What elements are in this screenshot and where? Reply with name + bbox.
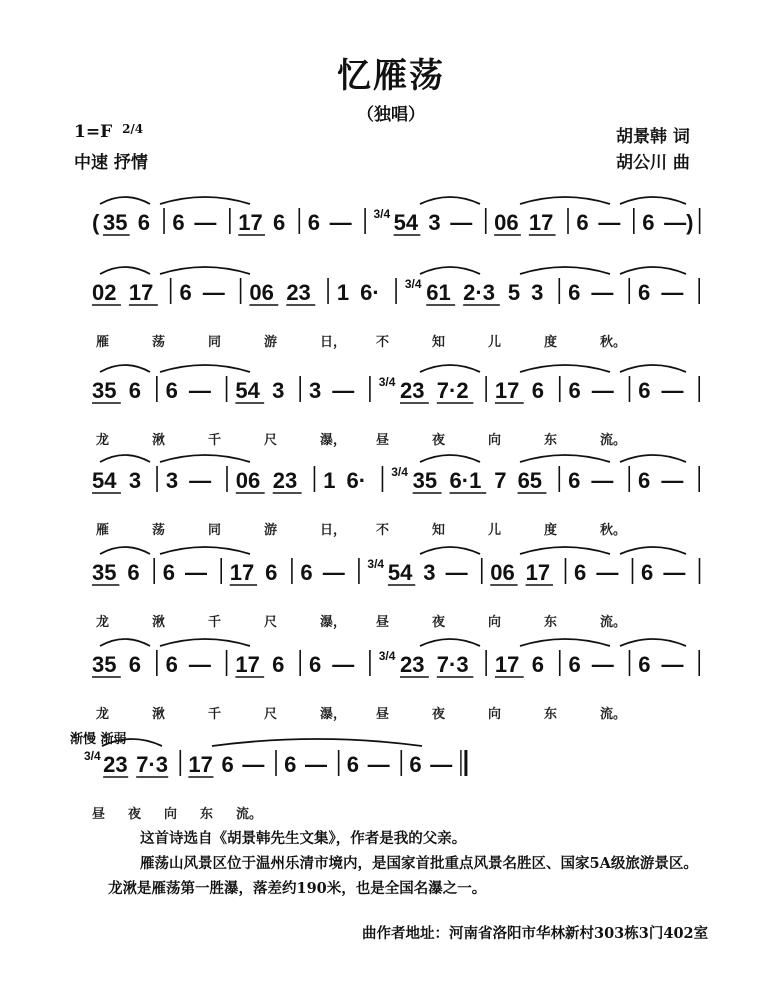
lyric-syllable: 荡: [152, 335, 166, 350]
note: 17: [238, 210, 263, 235]
lyric-syllable: 瀑，: [320, 707, 347, 722]
note: 6: [128, 652, 142, 677]
note: 7·2: [436, 378, 469, 403]
note: 3: [428, 210, 441, 235]
note: 6: [308, 652, 322, 677]
lyric-syllable: 荡: [152, 523, 166, 538]
note: 3: [128, 468, 142, 493]
note: 17: [525, 560, 551, 585]
dash-extension: —: [189, 468, 212, 493]
note: 5: [507, 280, 521, 305]
explanatory-notes: [108, 826, 750, 901]
note: 1: [336, 280, 350, 305]
note: 06: [235, 468, 261, 493]
note: 17: [528, 210, 554, 235]
slur-arc: [520, 639, 610, 646]
lyric-syllable: 不: [376, 335, 390, 350]
dash-extension: —: [661, 378, 684, 403]
note: 6: [638, 468, 651, 493]
dash-extension: —: [188, 652, 211, 677]
slur-arc: [420, 197, 480, 204]
note: 06: [490, 560, 515, 585]
lyric-syllable: 东: [200, 807, 214, 822]
note: 02: [92, 280, 117, 305]
dash-extension: —: [661, 652, 684, 677]
note: 6: [272, 210, 286, 235]
note: 61: [426, 280, 451, 305]
composer-address: 曲作者地址：河南省洛阳市华林新村303栋3门402室: [362, 925, 709, 942]
composer-credit: 胡公川 曲: [616, 153, 690, 173]
dash-extension: —: [445, 560, 468, 585]
note: 6: [576, 210, 589, 235]
lyric-syllable: 儿: [488, 335, 502, 350]
slur-arc: [620, 365, 686, 372]
slur-arc: [160, 197, 250, 204]
lyric-syllable: 流。: [600, 615, 627, 630]
dash-extension: —: [596, 560, 619, 585]
meter-change: 3/4: [84, 749, 101, 763]
lyric-syllable: 东: [544, 707, 558, 722]
note: 54: [387, 560, 413, 585]
lyric-syllable: 东: [544, 615, 558, 630]
note: 3: [423, 560, 436, 585]
lyric-syllable: 知: [432, 335, 446, 350]
note: 6: [165, 652, 178, 677]
lyric-syllable: 儿: [488, 523, 502, 538]
note: 6·1: [449, 468, 482, 493]
dash-extension: —: [202, 280, 225, 305]
note: 17: [188, 752, 213, 777]
lyric-syllable: 龙: [96, 707, 110, 722]
note: 3: [308, 378, 322, 403]
lyric-syllable: 千: [208, 615, 222, 630]
note: 6: [568, 652, 581, 677]
lyric-syllable: 雁: [96, 335, 110, 350]
note: 7·3: [136, 752, 168, 777]
note: 35: [92, 652, 117, 677]
meter-change: 3/4: [367, 557, 385, 571]
slur-arc: [102, 739, 162, 746]
slur-arc: [100, 365, 150, 372]
lyric-syllable: 千: [208, 433, 222, 448]
lyric-syllable: 雁: [96, 523, 110, 538]
dash-extension: —: [332, 378, 355, 403]
note: 6: [272, 652, 285, 677]
note: 1: [323, 468, 336, 493]
final-tempo-marking: 渐慢 渐弱: [70, 732, 127, 747]
note: 17: [229, 560, 255, 585]
lyric-syllable: 同: [208, 523, 222, 538]
lyric-syllable: 昼: [376, 433, 390, 448]
note: 6: [409, 752, 422, 777]
note: 6: [137, 210, 150, 235]
lyric-syllable: 日，: [320, 523, 347, 538]
lyric-syllable: 尺: [264, 433, 278, 448]
note: 6: [638, 378, 651, 403]
lyric-syllable: 度: [544, 523, 558, 538]
lyric-syllable: 湫: [152, 433, 166, 448]
slur-arc: [520, 197, 610, 204]
note: 54: [92, 468, 117, 493]
note: 6: [300, 560, 313, 585]
meter-change: 3/4: [404, 277, 422, 291]
note: 6: [568, 468, 581, 493]
lyric-syllable: 昼: [376, 615, 390, 630]
meter-change: 3/4: [378, 375, 396, 389]
note: 17: [128, 280, 154, 305]
lyric-syllable: 度: [544, 335, 558, 350]
note: 17: [494, 378, 520, 403]
dash-extension: —): [664, 210, 694, 235]
lyric-syllable: 流。: [236, 807, 263, 822]
note: 06: [494, 210, 519, 235]
lyric-syllable: 湫: [152, 615, 166, 630]
meter-change: 3/4: [373, 207, 391, 221]
note: 3: [531, 280, 544, 305]
slur-arc: [520, 455, 610, 462]
note: 6: [265, 560, 278, 585]
note: 3: [165, 468, 179, 493]
slur-arc: [520, 547, 610, 554]
slur-arc: [100, 639, 150, 646]
slur-arc: [160, 267, 250, 274]
slur-arc: [212, 739, 422, 746]
lyric-syllable: 秋。: [600, 523, 627, 538]
note: 23: [272, 468, 298, 493]
lyric-syllable: 夜: [128, 807, 142, 822]
slur-arc: [100, 267, 150, 274]
note: 6: [221, 752, 234, 777]
dash-extension: —: [322, 560, 345, 585]
note: 7: [494, 468, 507, 493]
slur-arc: [620, 267, 686, 274]
note: 6: [642, 210, 655, 235]
note: 35: [92, 378, 117, 403]
note: 35: [102, 210, 128, 235]
dash-extension: —: [591, 378, 614, 403]
note: 6: [179, 280, 192, 305]
lyric-syllable: 瀑，: [320, 615, 347, 630]
dash-extension: —: [185, 560, 208, 585]
song-title: 忆雁荡: [337, 56, 445, 96]
slur-arc: [100, 547, 150, 554]
dash-extension: —: [663, 560, 686, 585]
note: 6: [568, 378, 581, 403]
note-line: 这首诗选自《胡景韩先生文集》，作者是我的父亲。: [140, 830, 467, 847]
lyric-syllable: 日，: [320, 335, 347, 350]
note: 23: [400, 378, 425, 403]
time-signature: 2/4: [122, 122, 144, 136]
note: 7·3: [436, 652, 469, 677]
lyric-syllable: 尺: [264, 707, 278, 722]
dash-extension: —: [367, 752, 390, 777]
lyric-syllable: 向: [164, 807, 178, 822]
note: 6: [574, 560, 587, 585]
note: 6: [162, 560, 175, 585]
note: 17: [494, 652, 520, 677]
lyric-syllable: 尺: [264, 615, 278, 630]
slur-arc: [100, 455, 150, 462]
dash-extension: —: [661, 280, 684, 305]
note: 6: [127, 560, 140, 585]
lyric-syllable: 向: [488, 707, 502, 722]
lyric-syllable: 昼: [92, 807, 106, 822]
lyric-syllable: 流。: [600, 433, 627, 448]
note: 17: [235, 652, 260, 677]
dash-extension: —: [242, 752, 265, 777]
lyric-syllable: 千: [208, 707, 222, 722]
note: 35: [412, 468, 438, 493]
dash-extension: —: [329, 210, 352, 235]
note-line: 雁荡山风景区位于温州乐清市境内，是国家首批重点风景名胜区、国家5A级旅游景区。: [140, 855, 698, 872]
dash-extension: —: [304, 752, 327, 777]
slur-arc: [420, 547, 480, 554]
slur-arc: [620, 547, 686, 554]
lyric-syllable: 游: [264, 335, 278, 350]
dash-extension: —: [332, 652, 355, 677]
song-subtitle: （独唱）: [357, 105, 425, 125]
dash-extension: —: [598, 210, 621, 235]
slur-arc: [160, 547, 250, 554]
lyric-syllable: 昼: [376, 707, 390, 722]
lyric-syllable: 夜: [432, 433, 446, 448]
lyric-syllable: 游: [264, 523, 278, 538]
slur-arc: [160, 365, 250, 372]
slur-arc: [160, 455, 250, 462]
dash-extension: —: [591, 652, 614, 677]
slur-arc: [420, 365, 480, 372]
slur-arc: [620, 455, 686, 462]
lyric-syllable: 秋。: [600, 335, 627, 350]
note: 6: [284, 752, 297, 777]
slur-arc: [160, 639, 250, 646]
slur-arc: [100, 197, 150, 204]
note: 6: [568, 280, 581, 305]
lyric-syllable: 龙: [96, 433, 110, 448]
lyric-syllable: 向: [488, 433, 502, 448]
meter-change: 3/4: [378, 649, 396, 663]
note: 54: [393, 210, 419, 235]
note: 35: [92, 560, 117, 585]
dash-extension: —: [194, 210, 217, 235]
dash-extension: —: [430, 752, 453, 777]
meter-change: 3/4: [391, 465, 408, 479]
note: 6: [172, 210, 185, 235]
note: 6·: [360, 280, 380, 305]
slur-arc: [420, 455, 480, 462]
lyric-syllable: 知: [432, 523, 446, 538]
lyric-syllable: 不: [376, 523, 390, 538]
dash-extension: —: [450, 210, 473, 235]
lyric-syllable: 向: [488, 615, 502, 630]
note: 6: [531, 378, 544, 403]
lyric-syllable: 夜: [432, 707, 446, 722]
lyric-syllable: 流。: [600, 707, 627, 722]
slur-arc: [620, 639, 686, 646]
note: 2·3: [463, 280, 495, 305]
lyric-syllable: 同: [208, 335, 222, 350]
note: 6: [641, 560, 654, 585]
lyric-syllable: 龙: [96, 615, 110, 630]
note: 06: [249, 280, 274, 305]
note: 65: [517, 468, 543, 493]
note: 23: [103, 752, 128, 777]
slur-arc: [620, 197, 686, 204]
lyric-syllable: 东: [544, 433, 558, 448]
note-line: 龙湫是雁荡第一胜瀑，落差约190米，也是全国名瀑之一。: [108, 880, 487, 897]
note: 6: [638, 280, 651, 305]
note: 6: [346, 752, 359, 777]
note: 6: [307, 210, 320, 235]
slur-arc: [420, 639, 480, 646]
slur-arc: [520, 365, 610, 372]
note: 6·: [346, 468, 367, 493]
note: 6: [638, 652, 651, 677]
note: 23: [286, 280, 311, 305]
slur-arc: [520, 267, 610, 274]
dash-extension: —: [591, 280, 614, 305]
note: 6: [165, 378, 178, 403]
lyric-syllable: 瀑，: [320, 433, 347, 448]
key-signature: 1=F: [74, 122, 113, 142]
lyric-syllable: 湫: [152, 707, 166, 722]
note: 6: [531, 652, 544, 677]
lyric-syllable: 夜: [432, 615, 446, 630]
dash-extension: —: [591, 468, 614, 493]
tempo-marking: 中速 抒情: [74, 153, 148, 173]
note: 23: [400, 652, 425, 677]
slur-arc: [420, 267, 480, 274]
note: (: [92, 210, 100, 235]
note: 6: [128, 378, 142, 403]
note: 3: [272, 378, 285, 403]
dash-extension: —: [188, 378, 211, 403]
note: 54: [235, 378, 260, 403]
lyricist-credit: 胡景韩 词: [616, 127, 690, 147]
dash-extension: —: [661, 468, 684, 493]
